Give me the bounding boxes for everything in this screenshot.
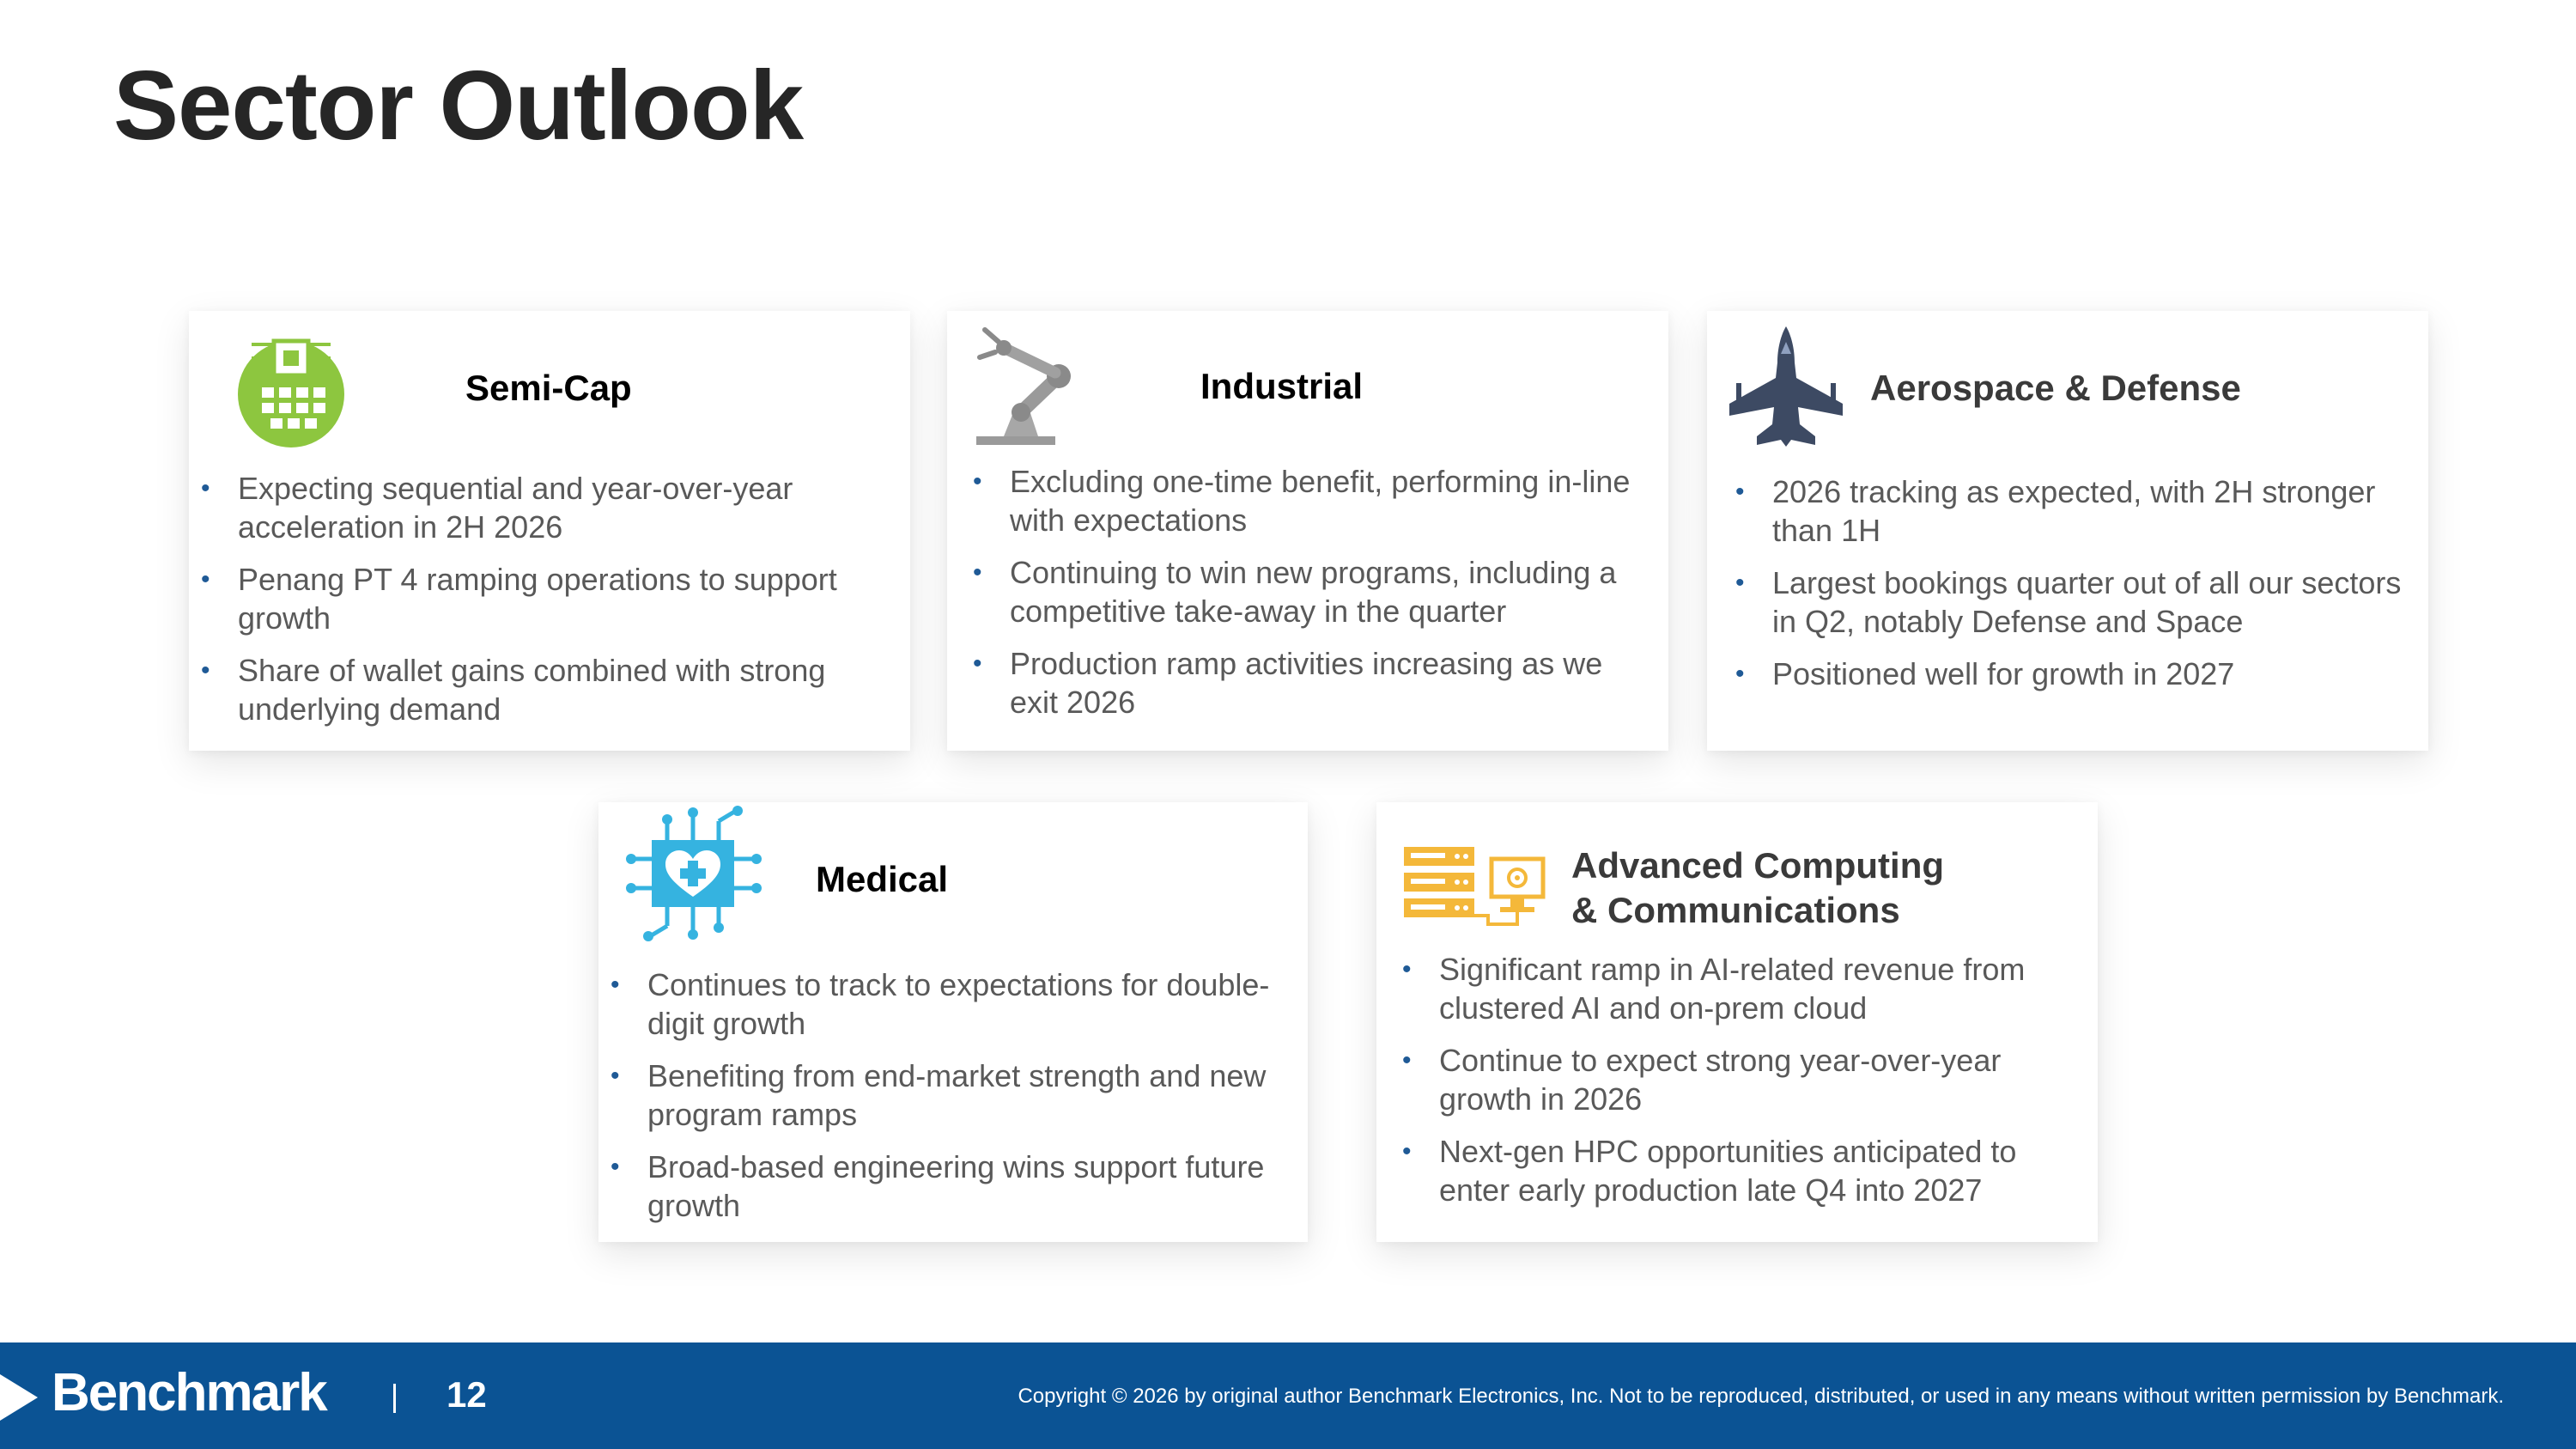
bullet-list bbox=[1402, 950, 2081, 1223]
bullet-dot-icon: • bbox=[973, 467, 982, 496]
bullet-text: Largest bookings quarter out of all our sectors in Q2, notably Defense and Space bbox=[1772, 565, 2402, 639]
bullet-text: 2026 tracking as expected, with 2H stronger than 1H bbox=[1772, 474, 2376, 548]
bullet-text: Continues to track to expectations for double-digit growth bbox=[647, 967, 1270, 1041]
bullet-dot-icon: • bbox=[611, 1062, 620, 1090]
list-item bbox=[1735, 563, 2414, 641]
robotic-arm-icon bbox=[969, 326, 1083, 448]
bullet-dot-icon: • bbox=[973, 649, 982, 678]
list-item bbox=[973, 553, 1651, 630]
benchmark-logo-arrow-icon bbox=[0, 1374, 39, 1421]
card-title-line-2: & Communications bbox=[1571, 890, 1900, 930]
card-title: Industrial bbox=[1200, 366, 1364, 406]
bullet-text: Continuing to win new programs, including a competitive take-away in the quarter bbox=[1010, 555, 1617, 629]
fighter-jet-icon bbox=[1724, 325, 1848, 448]
semiconductor-wafer-icon bbox=[234, 334, 348, 449]
bullet-text: Production ramp activities increasing as we exit 2026 bbox=[1010, 646, 1603, 720]
bullet-dot-icon: • bbox=[973, 558, 982, 587]
bullet-text: Expecting sequential and year-over-year acceleration in 2H 2026 bbox=[238, 471, 793, 545]
list-item bbox=[1402, 950, 2081, 1027]
slide-title: Sector Outlook bbox=[113, 52, 804, 161]
card-title-line-1: Advanced Computing bbox=[1571, 845, 1945, 886]
bullet-dot-icon: • bbox=[1735, 569, 1745, 597]
server-computer-icon bbox=[1402, 843, 1550, 933]
footer-divider bbox=[393, 1384, 396, 1413]
sector-card-medical bbox=[598, 802, 1308, 1242]
bullet-dot-icon: • bbox=[201, 474, 210, 502]
bullet-list bbox=[611, 965, 1280, 1239]
list-item bbox=[611, 1056, 1280, 1134]
bullet-dot-icon: • bbox=[611, 1153, 620, 1181]
bullet-text: Next-gen HPC opportunities anticipated to enter early production late Q4 into 2027 bbox=[1439, 1134, 2017, 1208]
list-item bbox=[1402, 1041, 2081, 1118]
page-number: 12 bbox=[447, 1374, 487, 1415]
sector-card-semi-cap bbox=[189, 311, 910, 751]
list-item bbox=[201, 651, 879, 728]
bullet-list bbox=[973, 462, 1651, 735]
copyright-notice: Copyright © 2026 by original author Benchmark Electronics, Inc. Not to be reproduced, distributed, or used in any means without written permission by Benchmark. bbox=[1018, 1385, 2504, 1408]
bullet-dot-icon: • bbox=[1402, 955, 1412, 983]
bullet-dot-icon: • bbox=[201, 656, 210, 685]
bullet-text: Continue to expect strong year-over-year growth in 2026 bbox=[1439, 1043, 2002, 1117]
bullet-text: Share of wallet gains combined with strong underlying demand bbox=[238, 653, 826, 727]
bullet-dot-icon: • bbox=[201, 565, 210, 594]
list-item bbox=[201, 469, 879, 546]
bullet-dot-icon: • bbox=[611, 971, 620, 999]
company-logo: Benchmark bbox=[52, 1363, 326, 1422]
bullet-text: Broad-based engineering wins support future growth bbox=[647, 1149, 1265, 1223]
medical-heart-circuit-icon bbox=[626, 806, 762, 941]
bullet-list bbox=[201, 469, 879, 742]
bullet-text: Penang PT 4 ramping operations to support growth bbox=[238, 562, 837, 636]
sector-card-advanced-computing bbox=[1376, 802, 2098, 1242]
card-title: Semi-Cap bbox=[465, 368, 632, 408]
card-title: Aerospace & Defense bbox=[1870, 368, 2241, 408]
list-item bbox=[973, 462, 1651, 539]
bullet-dot-icon: • bbox=[1402, 1046, 1412, 1075]
list-item bbox=[973, 644, 1651, 721]
card-title: Medical bbox=[816, 859, 949, 899]
list-item bbox=[611, 1148, 1280, 1225]
list-item bbox=[1735, 654, 2414, 693]
list-item bbox=[1735, 472, 2414, 550]
list-item bbox=[1402, 1132, 2081, 1209]
bullet-text: Benefiting from end-market strength and new program ramps bbox=[647, 1058, 1267, 1132]
bullet-list bbox=[1735, 472, 2414, 707]
bullet-text: Significant ramp in AI-related revenue from clustered AI and on-prem cloud bbox=[1439, 952, 2026, 1026]
bullet-dot-icon: • bbox=[1402, 1137, 1412, 1166]
bullet-text: Excluding one-time benefit, performing in-line with expectations bbox=[1010, 464, 1631, 538]
bullet-dot-icon: • bbox=[1735, 478, 1745, 506]
bullet-text: Positioned well for growth in 2027 bbox=[1772, 656, 2235, 691]
list-item bbox=[611, 965, 1280, 1043]
sector-card-aerospace-defense bbox=[1707, 311, 2428, 751]
footer-bar bbox=[0, 1342, 2576, 1449]
bullet-dot-icon: • bbox=[1735, 660, 1745, 688]
list-item bbox=[201, 560, 879, 637]
sector-card-industrial bbox=[947, 311, 1668, 751]
